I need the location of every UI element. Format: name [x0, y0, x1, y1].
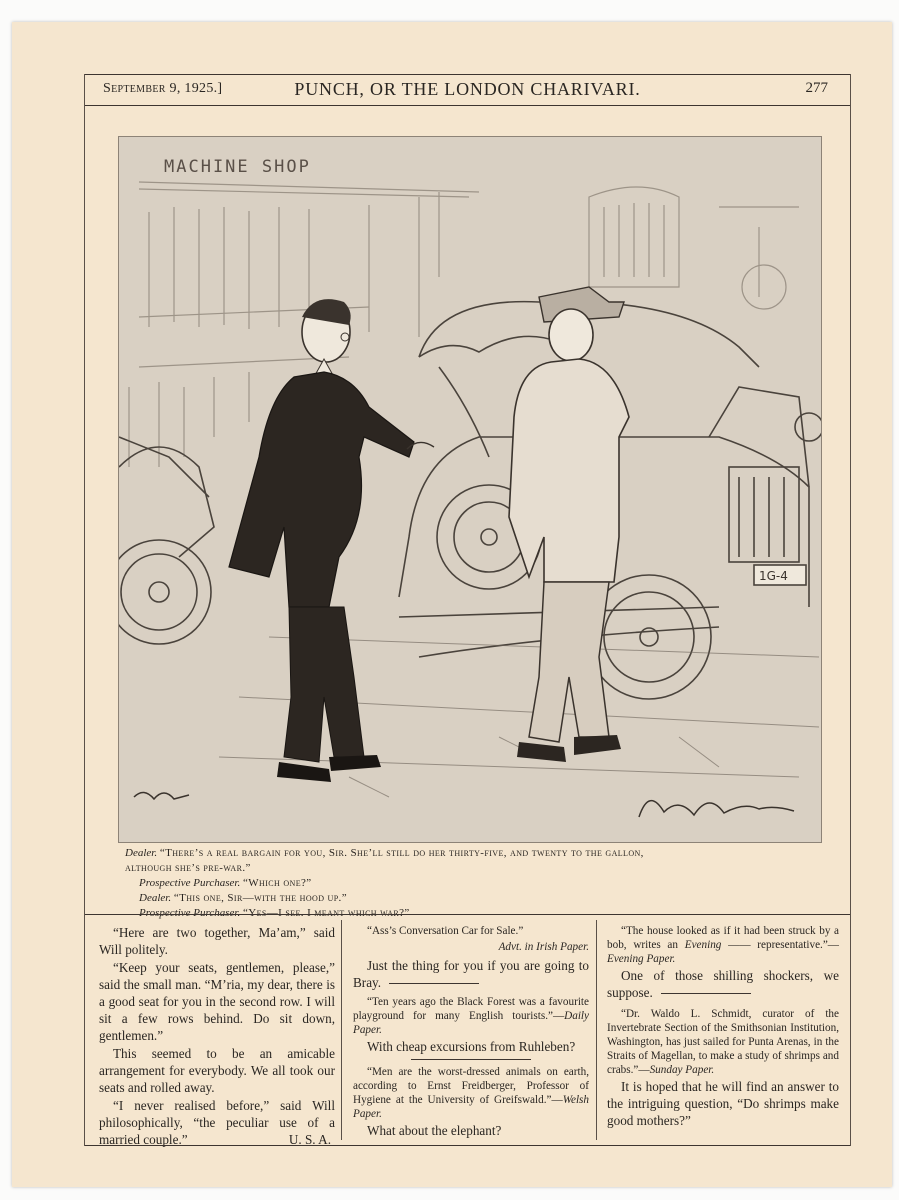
license-plate: 1G-4	[759, 569, 788, 583]
section-rule-bottom	[85, 1145, 850, 1146]
col3-comment-2: It is hoped that he will find an answer to the intriguing question, “Do shrimps make good mothers?”	[607, 1079, 839, 1128]
col2-source-1: Advt. in Irish Paper.	[498, 941, 589, 953]
publication-title: PUNCH, OR THE LONDON CHARIVARI.	[294, 79, 641, 99]
caption-line-1: Dealer. “There’s a real bargain for you, Sir. She’ll still do her thirty-five, and twenty to the gallon,	[125, 847, 644, 859]
caption-line-4: Prospective Purchaser. “Yes—I see. I meant which war?”	[139, 907, 410, 919]
page-frame	[84, 74, 851, 1146]
caption-line-1-cont: although she’s pre-war.”	[125, 862, 251, 874]
caption-line-3: Dealer. “This one, Sir—with the hood up.”	[139, 892, 347, 904]
col1-signature: U. S. A.	[288, 1132, 331, 1147]
running-header	[85, 74, 850, 106]
col3-quote-2: “Dr. Waldo L. Schmidt, curator of the Invertebrate Section of the Smithsonian Institution, Washington, has just sailed for Punta Arenas, in the Straits of Magellan, to make a study of shrimps and crabs.”—Sunday Paper.	[607, 1008, 839, 1076]
col1-paragraph-4: “I never realised before,” said Will philosophically, “the peculiar use of a married couple.” U. S. A.	[99, 1098, 335, 1147]
col2-separator	[411, 1059, 531, 1060]
page-number: 277	[805, 80, 828, 96]
col2-comment-2: With cheap excursions from Ruhleben?	[367, 1039, 576, 1054]
col2-comment-1: Just the thing for you if you are going to Bray.	[353, 958, 589, 990]
section-rule-top	[85, 914, 850, 915]
col1-paragraph-1: “Here are two together, Ma’am,” said Will politely.	[99, 925, 335, 957]
col2-comment-3: What about the elephant?	[367, 1123, 502, 1138]
column-right	[607, 924, 839, 1130]
issue-date: September 9, 1925.]	[103, 81, 223, 96]
cartoon-illustration	[118, 136, 822, 843]
col2-quote-1: “Ass’s Conversation Car for Sale.”	[367, 925, 524, 937]
col2-quote-3: “Men are the worst-dressed animals on earth, according to Ernst Freidberger, Professor of Hygiene at the University of Greifswald.”—Welsh Paper.	[353, 1066, 589, 1120]
col3-comment-1: One of those shilling shockers, we suppose.	[607, 968, 839, 1000]
cartoon-caption	[125, 846, 845, 921]
artist-signature	[639, 801, 794, 817]
col1-paragraph-3: This seemed to be an amicable arrangement for everybody. We all took our seats and rolled away.	[99, 1046, 335, 1095]
machine-shop-sign: MACHINE SHOP	[164, 157, 311, 177]
column-divider-1	[341, 920, 342, 1140]
dealer-figure	[229, 299, 434, 782]
magazine-page	[12, 22, 892, 1187]
col3-quote-1: “The house looked as if it had been struck by a bob, writes an Evening —— representative.”—Evening Paper.	[607, 925, 839, 965]
col1-paragraph-2: “Keep your seats, gentlemen, please,” said the small man. “M’ria, my dear, there is a good seat for you in the second row. I will sit a few rows behind. Do sit down, gentlemen.”	[99, 960, 335, 1043]
column-divider-2	[596, 920, 597, 1140]
col2-quote-2: “Ten years ago the Black Forest was a favourite playground for many English tourists.”—Daily Paper.	[353, 996, 589, 1036]
column-left	[99, 924, 335, 1149]
column-middle	[353, 924, 589, 1140]
caption-line-2: Prospective Purchaser. “Which one?”	[139, 877, 312, 889]
artist-monogram	[134, 792, 189, 799]
purchaser-figure	[509, 287, 629, 762]
